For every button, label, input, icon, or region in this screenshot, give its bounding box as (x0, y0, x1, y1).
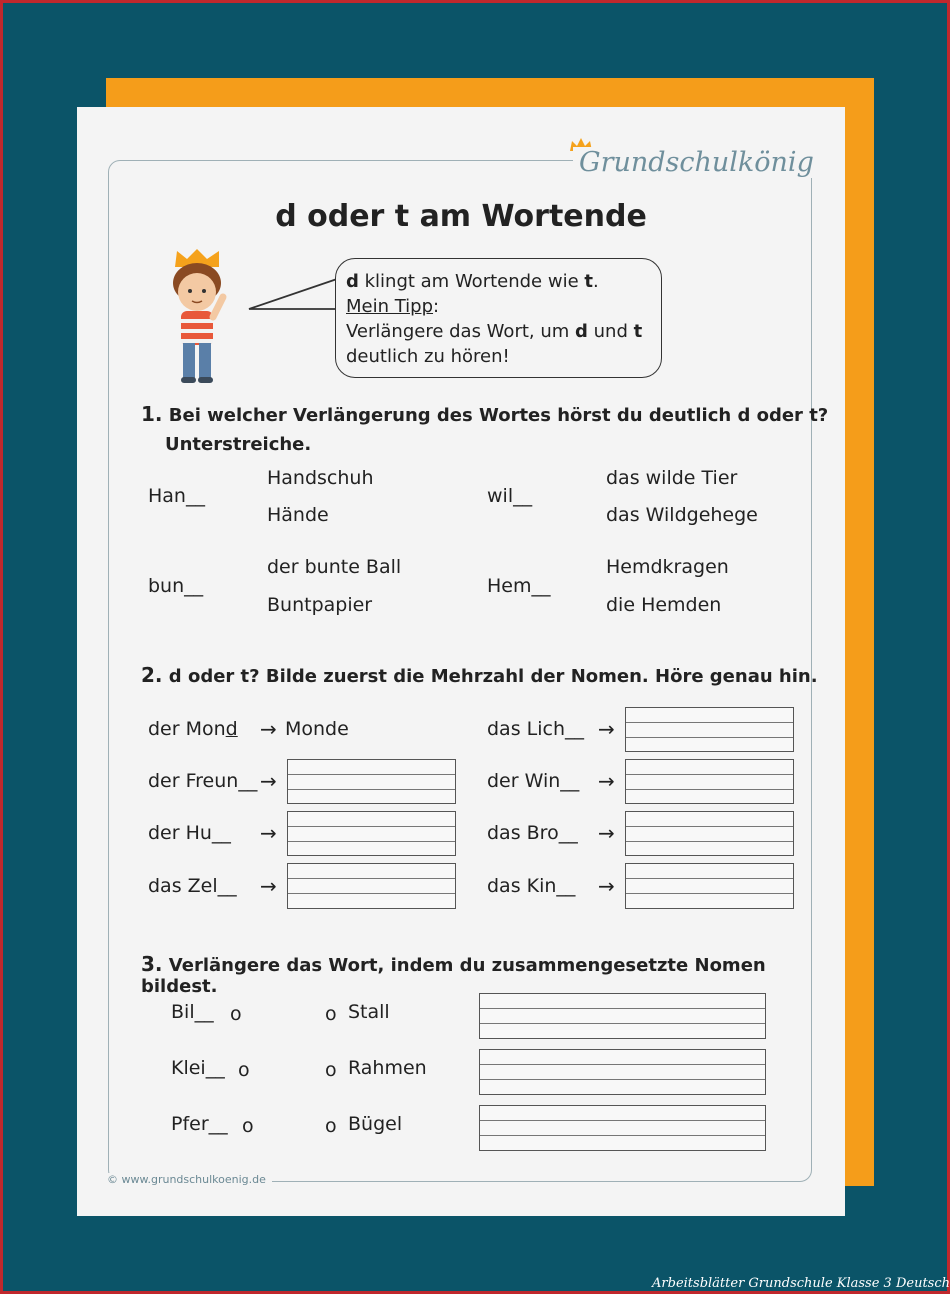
arrow-right-icon: → (598, 874, 615, 898)
page-title: d oder t am Wortende (275, 199, 647, 234)
task1-stem: wil__ (487, 485, 533, 507)
task2-word: der Freun__ (148, 770, 258, 792)
arrow-right-icon: → (260, 769, 277, 793)
task2-heading: 2. d oder t? Bilde zuerst die Mehrzahl der Nomen. Höre genau hin. (141, 663, 818, 687)
task3-left-dot[interactable]: o (238, 1059, 250, 1081)
answer-field[interactable] (479, 993, 766, 1039)
answer-field[interactable] (287, 863, 456, 909)
brand-logo: Grundschulkönig (573, 147, 820, 178)
task2-word: das Zel__ (148, 875, 237, 897)
task3-left-dot[interactable]: o (242, 1115, 254, 1137)
task1-option[interactable]: der bunte Ball (267, 556, 402, 578)
task1-stem: Han__ (148, 485, 205, 507)
task3-ending: Rahmen (348, 1057, 427, 1079)
answer-field[interactable] (287, 811, 456, 856)
task1-option[interactable]: das Wildgehege (606, 504, 758, 526)
task2-word: der Hu__ (148, 822, 231, 844)
answer-field[interactable] (625, 811, 794, 856)
task3-stem: Klei__ (171, 1057, 225, 1079)
task1-stem: bun__ (148, 575, 204, 597)
task1-option[interactable]: das wilde Tier (606, 467, 738, 489)
speech-line-2: Mein Tipp: (346, 296, 440, 317)
task2-word: der Win__ (487, 770, 580, 792)
task1-option[interactable]: Handschuh (267, 467, 374, 489)
task1-option[interactable]: Hemdkragen (606, 556, 729, 578)
speech-line-3: Verlängere das Wort, um d und t (346, 321, 643, 342)
answer-field[interactable] (479, 1049, 766, 1095)
arrow-right-icon: → (260, 821, 277, 845)
footer-url: © www.grundschulkoenig.de (107, 1173, 272, 1186)
task2-example-answer: Monde (285, 718, 349, 740)
kid-with-crown-illustration (157, 247, 237, 387)
task3-stem: Pfer__ (171, 1113, 228, 1135)
arrow-right-icon: → (598, 821, 615, 845)
answer-field[interactable] (625, 759, 794, 804)
speech-line-1: d klingt am Wortende wie t. (346, 271, 599, 292)
task1-heading: 1. Bei welcher Verlängerung des Wortes hörst du deutlich d oder t? (141, 402, 829, 426)
task1-option[interactable]: Hände (267, 504, 329, 526)
arrow-right-icon: → (598, 717, 615, 741)
answer-field[interactable] (287, 759, 456, 804)
task2-word: das Bro__ (487, 822, 578, 844)
task3-right-dot[interactable]: o (325, 1003, 337, 1025)
task3-ending: Stall (348, 1001, 390, 1023)
task2-example-word: der Mond (148, 718, 238, 740)
task1-instruction: Unterstreiche. (165, 434, 312, 455)
answer-field[interactable] (479, 1105, 766, 1151)
task3-ending: Bügel (348, 1113, 403, 1135)
task1-option[interactable]: Buntpapier (267, 594, 373, 616)
answer-field[interactable] (625, 707, 794, 752)
task3-right-dot[interactable]: o (325, 1059, 337, 1081)
task2-word: das Lich__ (487, 718, 584, 740)
task2-word: das Kin__ (487, 875, 576, 897)
arrow-right-icon: → (260, 874, 277, 898)
task3-stem: Bil__ (171, 1001, 214, 1023)
task3-right-dot[interactable]: o (325, 1115, 337, 1137)
image-caption: Arbeitsblätter Grundschule Klasse 3 Deutsch (652, 1276, 950, 1291)
speech-bubble (335, 258, 662, 378)
task1-option[interactable]: die Hemden (606, 594, 722, 616)
answer-field[interactable] (625, 863, 794, 909)
worksheet-page (77, 107, 845, 1216)
speech-bubble-tail (247, 267, 347, 317)
speech-line-4: deutlich zu hören! (346, 346, 510, 367)
task1-stem: Hem__ (487, 575, 551, 597)
arrow-right-icon: → (260, 717, 277, 741)
task3-heading: 3. Verlängere das Wort, indem du zusammengesetzte Nomen bildest. (141, 952, 766, 997)
task3-left-dot[interactable]: o (230, 1003, 242, 1025)
arrow-right-icon: → (598, 769, 615, 793)
